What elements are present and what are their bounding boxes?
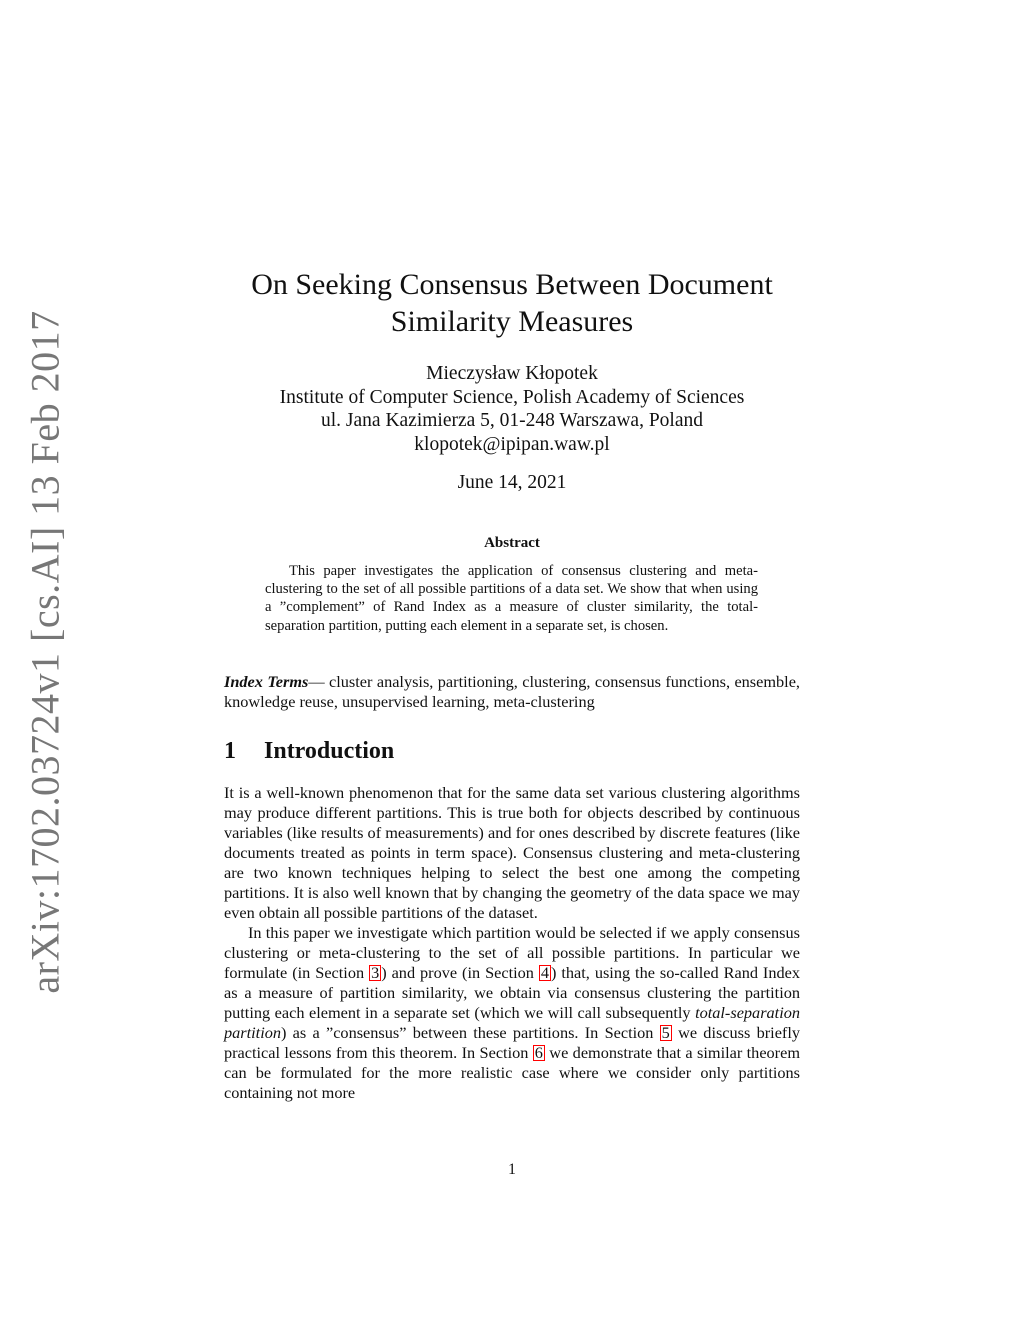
index-terms-text: cluster analysis, partitioning, clustering, consensus functions, ensemble, knowledge reuse, unsupervised learning, meta-clustering xyxy=(224,672,800,711)
paragraph-2-text: we demonstrate that a similar theorem can be formulated for the more realistic case where we consider only partitions containing not more xyxy=(224,1043,800,1102)
emphasis-term: total-separation partition xyxy=(224,1003,800,1042)
section-ref-link[interactable]: 3 xyxy=(371,963,380,982)
author-address: ul. Jana Kazimierza 5, 01-248 Warszawa, Poland xyxy=(321,410,703,431)
section-body xyxy=(224,783,800,1103)
section-title: Introduction xyxy=(264,738,395,764)
section-heading-introduction xyxy=(224,738,394,765)
paper-title xyxy=(212,266,812,340)
abstract-text: This paper investigates the application of consensus clustering and meta-clustering to the set of all possible partitions of a data set. We show that when using a ”complement” of Rand Index as a measure of cluster similarity, the total-separation partition, putting each element in a separate set, is chosen. xyxy=(265,563,758,634)
section-ref-link[interactable]: 5 xyxy=(661,1023,670,1042)
abstract-heading: Abstract xyxy=(484,535,540,551)
arxiv-identifier: arXiv:1702.03724v1 [cs.AI] 13 Feb 2017 xyxy=(22,310,68,994)
section-ref-link[interactable]: 6 xyxy=(534,1043,543,1062)
paragraph-2-text: ) that, using the so-called Rand Index as a measure of partition similarity, we obtain via consensus clustering the partition putting each element in a separate set (which we will call subsequently xyxy=(224,963,800,1022)
paper-date: June 14, 2021 xyxy=(457,472,567,493)
index-terms xyxy=(224,672,800,712)
index-terms-dash: — xyxy=(308,672,325,691)
author-affiliation: Institute of Computer Science, Polish Academy of Sciences xyxy=(279,386,745,408)
author-email: klopotek@ipipan.waw.pl xyxy=(414,433,610,455)
paragraph-2-text: we discuss briefly practical lessons from this theorem. In Section xyxy=(224,1023,801,1062)
page-number: 1 xyxy=(508,1161,516,1178)
author-name: Mieczysław Kłopotek xyxy=(426,363,598,384)
title-line-1: On Seeking Consensus Between Document xyxy=(251,268,773,301)
paragraph-2-text: ) as a ”consensus” between these partitions. In Section xyxy=(281,1023,660,1042)
paragraph-1: It is a well-known phenomenon that for the same data set various clustering algorithms may produce different partitions. This is true both for objects described by continuous variables (like results of measurements) and for ones described by discrete features (like documents treated as points in term space). Consensus clustering and meta-clustering are two known techniques helping to select the best one among the competing partitions. It is also well known that by changing the geometry of the data space we may even obtain all possible partitions of the dataset. xyxy=(224,783,800,922)
title-line-2: Similarity Measures xyxy=(390,305,634,338)
index-terms-label: Index Terms xyxy=(224,672,309,691)
paragraph-2-text: In this paper we investigate which partition would be selected if we apply consensus clustering or meta-clustering to the set of all possible partitions. In particular we formulate (in Section xyxy=(224,923,800,982)
paragraph-2-text: ) and prove (in Section xyxy=(381,963,539,982)
paragraph-2 xyxy=(224,923,800,1103)
section-number: 1 xyxy=(224,738,236,764)
section-ref-link[interactable]: 4 xyxy=(540,963,550,982)
author-block xyxy=(212,362,812,456)
